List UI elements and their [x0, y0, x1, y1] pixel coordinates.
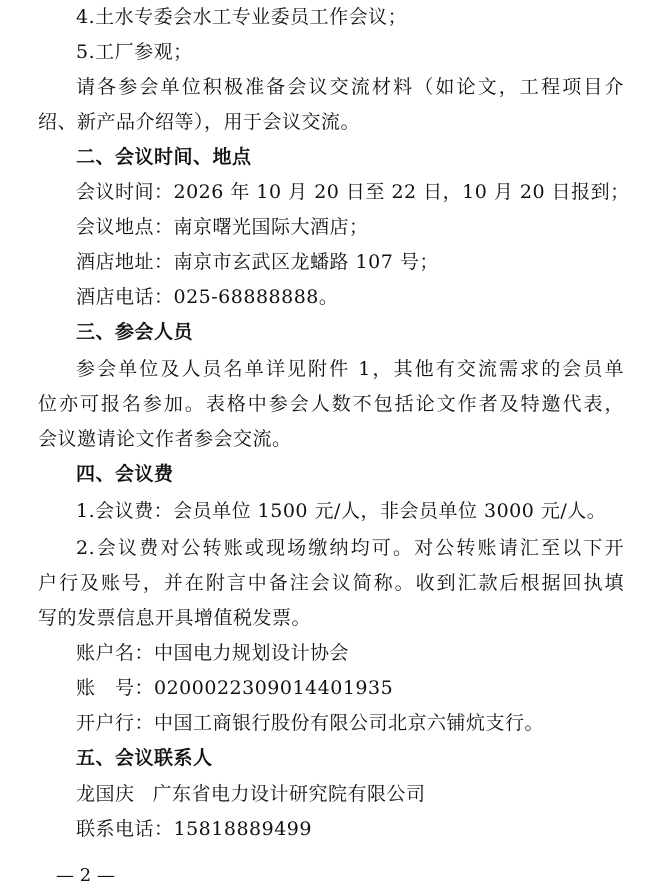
- section-heading-attendees: 三、参会人员: [76, 321, 194, 343]
- contact-organization: 广东省电力设计研究院有限公司: [152, 783, 426, 805]
- fee-item-2-line-2: 户行及账号，并在附言中备注会议简称。收到汇款后根据回执填: [38, 572, 624, 594]
- attendees-paragraph-line-1: 参会单位及人员名单详见附件 1，其他有交流需求的会员单: [76, 358, 624, 380]
- page-number: — 2 —: [56, 865, 115, 886]
- attendees-paragraph-line-3: 会议邀请论文作者参会交流。: [38, 428, 292, 450]
- meeting-time: 会议时间：2026 年 10 月 20 日至 22 日，10 月 20 日报到；: [76, 181, 630, 203]
- meeting-place: 会议地点：南京曙光国际大酒店；: [76, 216, 369, 238]
- fee-item-2-line-1: 2.会议费对公转账或现场缴纳均可。对公转账请汇至以下开: [76, 537, 624, 559]
- agenda-item-5: 5.工厂参观；: [76, 41, 193, 63]
- fee-item-2-line-3: 写的发票信息开具增值税发票。: [38, 607, 312, 629]
- agenda-item-4: 4.土水专委会水工专业委员工作会议；: [76, 6, 408, 28]
- materials-paragraph-line-1: 请各参会单位积极准备会议交流材料（如论文，工程项目介: [76, 76, 624, 98]
- contact-phone: 联系电话：15818889499: [76, 818, 312, 840]
- section-heading-fees: 四、会议费: [76, 463, 174, 485]
- bank-branch: 开户行：中国工商银行股份有限公司北京六铺炕支行。: [76, 712, 545, 734]
- account-name: 账户名：中国电力规划设计协会: [76, 642, 350, 664]
- section-heading-time-place: 二、会议时间、地点: [76, 146, 252, 168]
- attendees-paragraph-line-2: 位亦可报名参加。表格中参会人数不包括论文作者及特邀代表，: [38, 393, 624, 415]
- contact-name: 龙国庆: [76, 783, 135, 805]
- account-number: 账 号：0200022309014401935: [76, 677, 394, 699]
- hotel-address: 酒店地址：南京市玄武区龙蟠路 107 号；: [76, 251, 439, 273]
- contact-person: [0, 777, 658, 811]
- hotel-phone: 酒店电话：025-68888888。: [76, 286, 339, 308]
- fee-item-1: 1.会议费：会员单位 1500 元/人，非会员单位 3000 元/人。: [76, 500, 607, 522]
- section-heading-contact: 五、会议联系人: [76, 747, 213, 769]
- materials-paragraph-line-2: 绍、新产品介绍等），用于会议交流。: [38, 111, 361, 133]
